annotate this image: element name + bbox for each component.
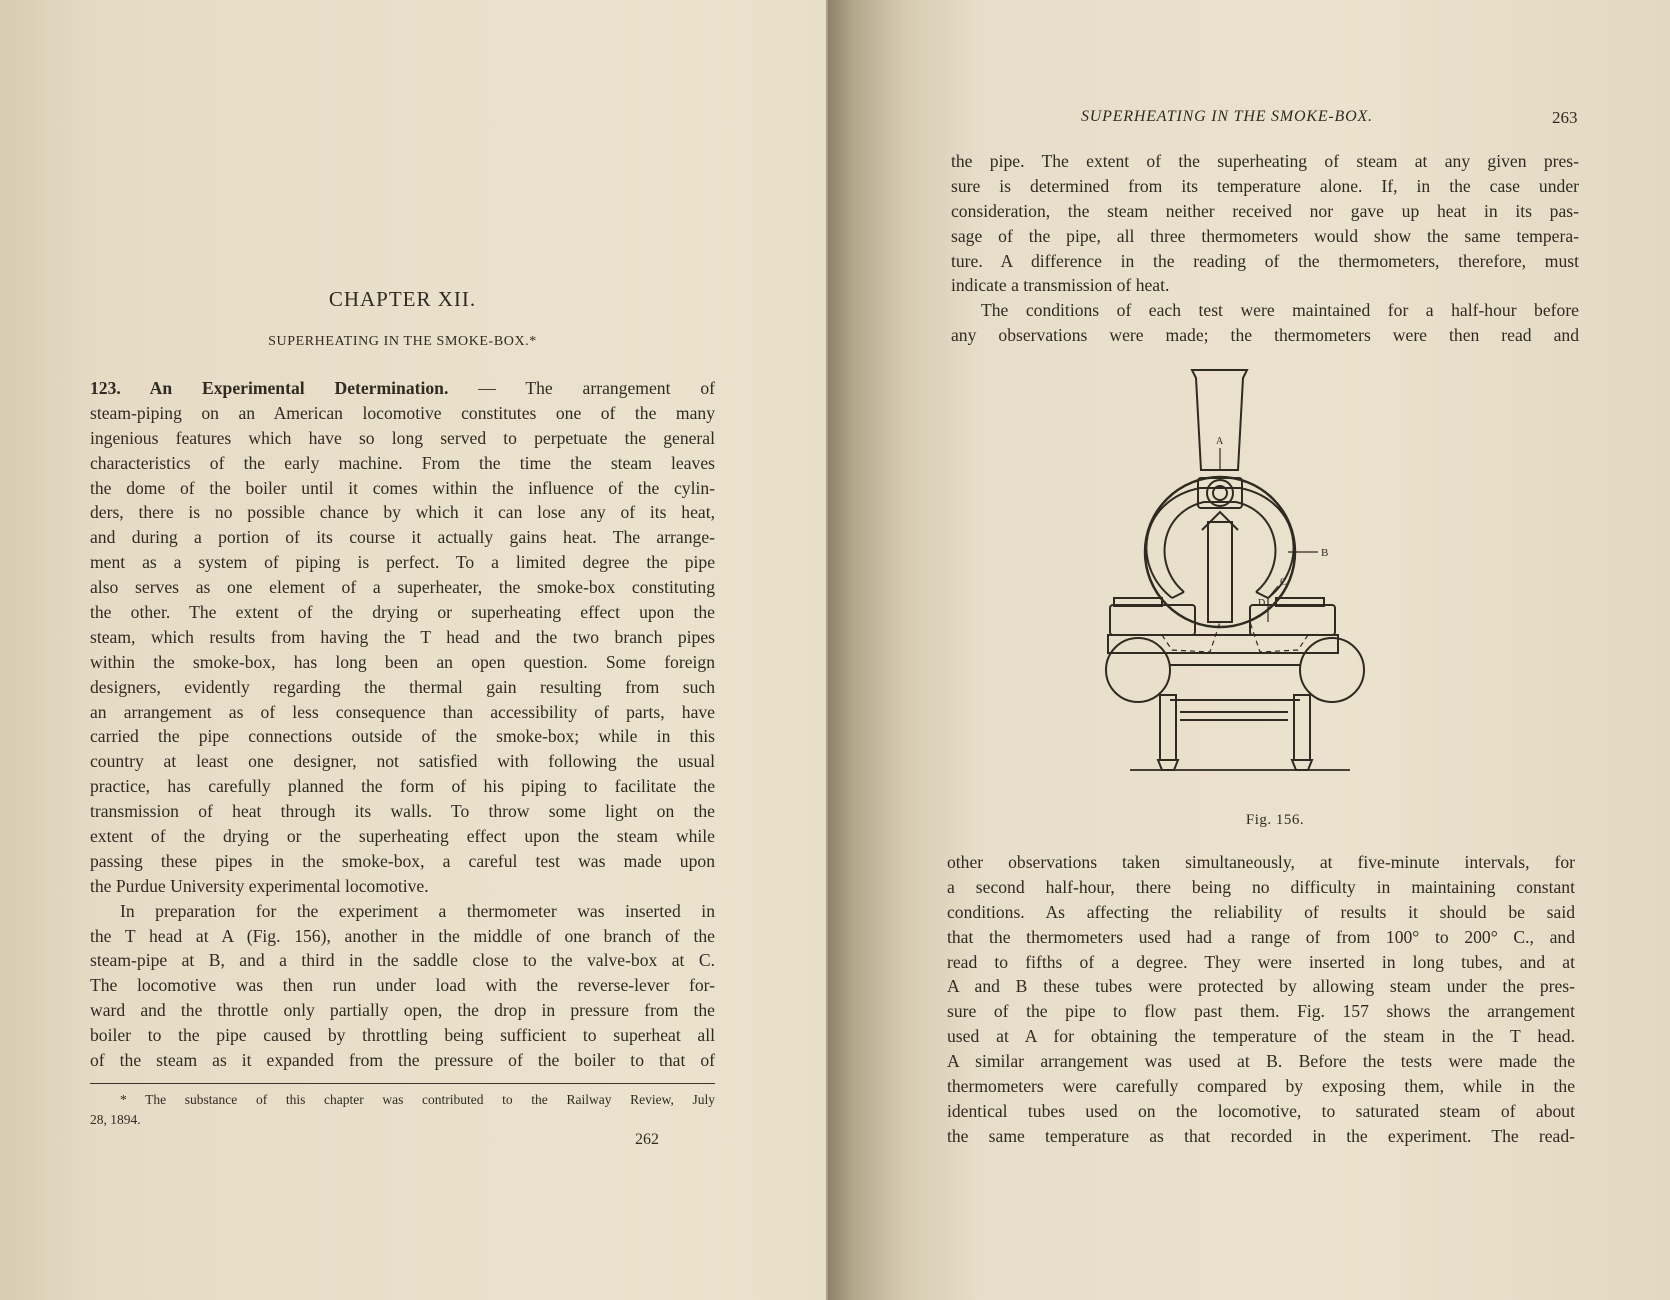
body-line: In preparation for the experiment a thermometer was inserted in bbox=[120, 900, 715, 921]
right-top-text bbox=[951, 149, 1579, 348]
body-line: extent of the drying or the superheating effect upon the steam while bbox=[90, 826, 715, 847]
body-line: ment as a system of piping is perfect. To a limited degree the pipe bbox=[90, 552, 715, 573]
body-line: of the steam as it expanded from the pressure of the boiler to that of bbox=[90, 1050, 715, 1071]
figure-caption: Fig. 156. bbox=[1245, 812, 1305, 828]
body-line: transmission of heat through its walls. To throw some light on the bbox=[90, 801, 715, 822]
body-line: boiler to the pipe caused by throttling being sufficient to superheat all bbox=[90, 1025, 715, 1046]
body-line: sure of the pipe to flow past them. Fig. 157 shows the arrangement bbox=[947, 1001, 1575, 1022]
body-line: and during a portion of its course it actually gains heat. The arrange- bbox=[90, 527, 715, 548]
body-line: ture. A difference in the reading of the thermometers, therefore, must bbox=[951, 250, 1579, 271]
body-line: steam, which results from having the T head and the two branch pipes bbox=[90, 626, 715, 647]
body-line: any observations were made; the thermometers were then read and bbox=[951, 325, 1579, 346]
chapter-title: CHAPTER XII. bbox=[328, 287, 477, 311]
body-line: indicate a transmission of heat. bbox=[951, 275, 1170, 296]
body-line: sage of the pipe, all three thermometers would show the same tempera- bbox=[951, 225, 1579, 246]
body-line bbox=[90, 376, 715, 401]
page-number-right: 263 bbox=[1552, 108, 1578, 127]
body-line: the pipe. The extent of the superheating of steam at any given pres- bbox=[951, 151, 1579, 171]
body-line: used at A for obtaining the temperature of the steam in the T head. bbox=[947, 1026, 1575, 1047]
body-line: steam-pipe at B, and a third in the saddle close to the valve-box at C. bbox=[90, 950, 715, 971]
body-line: A and B these tubes were protected by allowing steam under the pres- bbox=[947, 976, 1575, 997]
body-line: thermometers were carefully compared by exposing them, while in the bbox=[947, 1076, 1575, 1097]
running-head: SUPERHEATING IN THE SMOKE-BOX. bbox=[1081, 108, 1373, 125]
figure-label-d: D bbox=[1258, 598, 1266, 609]
figure-label-c: C bbox=[1280, 577, 1287, 588]
footnote-line: * The substance of this chapter was contributed to the Railway Review, July bbox=[120, 1092, 715, 1107]
body-line: carried the pipe connections outside of the smoke-box; while in this bbox=[90, 726, 715, 747]
body-line: also serves as one element of a superheater, the smoke-box constituting bbox=[90, 577, 715, 598]
body-line: The locomotive was then run under load with the reverse-lever for- bbox=[90, 975, 715, 996]
left-body-text bbox=[90, 376, 715, 1073]
body-line: within the smoke-box, has long been an open question. Some foreign bbox=[90, 651, 715, 672]
right-bottom-text bbox=[947, 850, 1575, 1149]
body-line: sure is determined from its temperature alone. If, in the case under bbox=[951, 175, 1579, 196]
body-line: passing these pipes in the smoke-box, a careful test was made upon bbox=[90, 850, 715, 871]
body-line: the Purdue University experimental locomotive. bbox=[90, 875, 429, 896]
footnote bbox=[90, 1090, 715, 1130]
body-line: conditions. As affecting the reliability of results it should be said bbox=[947, 901, 1575, 922]
body-line: that the thermometers used had a range of from 100° to 200° C., and bbox=[947, 926, 1575, 947]
body-line: country at least one designer, not satisfied with following the usual bbox=[90, 751, 715, 772]
body-line: ingenious features which have so long served to perpetuate the general bbox=[90, 427, 715, 448]
figure-156-smokebox-diagram bbox=[1100, 360, 1440, 810]
body-line: an arrangement as of less consequence than accessibility of parts, have bbox=[90, 701, 715, 722]
section-heading: 123. An Experimental Determination. bbox=[90, 378, 449, 398]
body-line: ders, there is no possible chance by which it can lose any of its heat, bbox=[90, 502, 715, 523]
footnote-rule bbox=[90, 1083, 715, 1084]
body-line: the dome of the boiler until it comes within the influence of the cylin- bbox=[90, 477, 715, 498]
chapter-subtitle: SUPERHEATING IN THE SMOKE-BOX.* bbox=[268, 334, 537, 349]
left-page bbox=[0, 0, 828, 1300]
footnote-line: 28, 1894. bbox=[90, 1112, 141, 1127]
body-line: A similar arrangement was used at B. Before the tests were made the bbox=[947, 1051, 1575, 1072]
body-line: ward and the throttle only partially open, the drop in pressure from the bbox=[90, 1000, 715, 1021]
figure-label-a: A bbox=[1216, 436, 1224, 447]
body-line: steam-piping on an American locomotive constitutes one of the many bbox=[90, 402, 715, 423]
body-line: consideration, the steam neither received nor gave up heat in its pas- bbox=[951, 200, 1579, 221]
body-line: practice, has carefully planned the form of his piping to facilitate the bbox=[90, 776, 715, 797]
figure-label-b: B bbox=[1321, 547, 1329, 559]
body-line: characteristics of the early machine. From the time the steam leaves bbox=[90, 452, 715, 473]
body-line: the other. The extent of the drying or superheating effect upon the bbox=[90, 602, 715, 623]
page-number-left: 262 bbox=[635, 1131, 659, 1148]
body-line: The conditions of each test were maintained for a half-hour before bbox=[981, 300, 1579, 321]
body-line-text: — The arrangement of bbox=[478, 378, 715, 398]
body-line: other observations taken simultaneously, at five-minute intervals, for bbox=[947, 852, 1575, 872]
body-line: the same temperature as that recorded in the experiment. The read- bbox=[947, 1125, 1575, 1146]
body-line: a second half-hour, there being no difficulty in maintaining constant bbox=[947, 876, 1575, 897]
body-line: read to fifths of a degree. They were inserted in long tubes, and at bbox=[947, 951, 1575, 972]
body-line: the T head at A (Fig. 156), another in the middle of one branch of the bbox=[90, 925, 715, 946]
body-line: designers, evidently regarding the thermal gain resulting from such bbox=[90, 676, 715, 697]
body-line: identical tubes used on the locomotive, to saturated steam of about bbox=[947, 1100, 1575, 1121]
